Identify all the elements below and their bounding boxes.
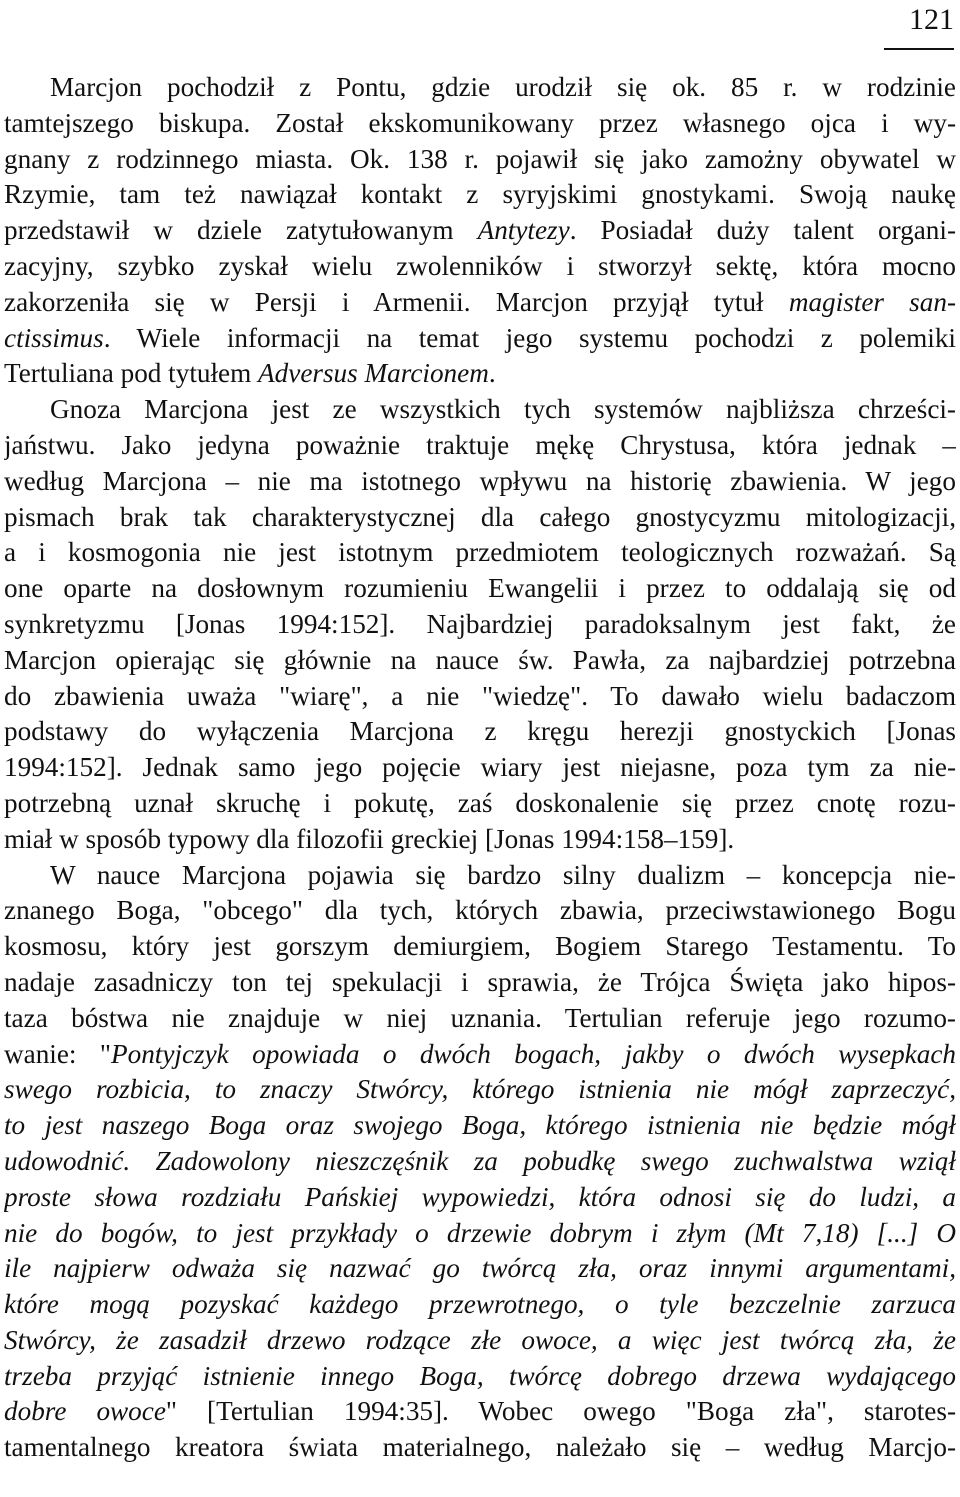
text-run: Marcjon opierając się głównie na nauce św. Pawła, za najbardziej potrzebna <box>4 644 956 675</box>
text-line <box>4 1037 956 1073</box>
text-run: do zbawienia uważa "wiarę", a nie "wiedzę". To dawało wielu badaczom <box>4 680 956 711</box>
text-line <box>4 750 956 786</box>
text-line <box>4 285 956 321</box>
text-line <box>4 965 956 1001</box>
text-run: . <box>488 358 496 389</box>
italic-text: Stwórcy, że zasadził drzewo rodzące złe owoce, a więc jest twórcą zła, że <box>4 1324 956 1355</box>
text-run: podstawy do wyłączenia Marcjona z kręgu herezji gnostyckich [Jonas <box>4 716 956 747</box>
text-line <box>4 1180 956 1216</box>
italic-text: dobre owoce <box>4 1396 166 1427</box>
italic-text: które mogą pozyskać każdego przewrotnego, o tyle bezczelnie zarzuca <box>4 1289 956 1320</box>
text-run: znanego Boga, "obcego" dla tych, których zbawia, przeciwstawionego Bogu <box>4 895 956 926</box>
text-run: przedstawił w dziele zatytułowanym <box>4 215 478 246</box>
text-run: Marcjon pochodził z Pontu, gdzie urodził się ok. 85 r. w rodzinie <box>50 72 956 102</box>
text-line <box>4 1394 956 1430</box>
text-run: taza bóstwa nie znajduje w niej uznania. Tertulian referuje jego rozumo- <box>4 1002 956 1033</box>
text-line <box>4 643 956 679</box>
text-run: Gnoza Marcjona jest ze wszystkich tych systemów najbliższa chrześci- <box>50 394 956 425</box>
text-run: . Wiele informacji na temat jego systemu pochodzi z polemiki <box>103 322 956 353</box>
italic-text: trzeba przyjąć istnienie innego Boga, twórcę dobrego drzewa wydającego <box>4 1360 956 1391</box>
text-line <box>4 70 956 106</box>
text-line <box>4 1323 956 1359</box>
text-line <box>4 392 956 428</box>
text-run: pismach brak tak charakterystycznej dla całego gnostycyzmu mitologizacji, <box>4 501 956 532</box>
text-line <box>4 571 956 607</box>
text-line <box>4 822 956 858</box>
text-run: a i kosmogonia nie jest istotnym przedmiotem teologicznych rozważań. Są <box>4 537 956 568</box>
text-run: . Posiadał duży talent organi- <box>569 215 956 246</box>
text-line <box>4 714 956 750</box>
text-run: W nauce Marcjona pojawia się bardzo silny dualizm – koncepcja nie- <box>50 859 956 890</box>
italic-text: udowodnić. Zadowolony nieszczęśnik za pobudkę swego zuchwalstwa wziął <box>4 1145 956 1176</box>
text-line <box>4 1001 956 1037</box>
text-run: nadaje zasadniczy ton tej spekulacji i sprawia, że Trójca Święta jako hipos- <box>4 966 956 997</box>
text-line <box>4 249 956 285</box>
text-run: synkretyzmu [Jonas 1994:152]. Najbardziej paradoksalnym jest fakt, że <box>4 608 956 639</box>
italic-text: to jest naszego Boga oraz swojego Boga, którego istnienia nie będzie mógł <box>4 1110 956 1141</box>
text-line <box>4 321 956 357</box>
text-run: 1994:152]. Jednak samo jego pojęcie wiary jest niejasne, poza tym za nie- <box>4 752 956 783</box>
text-line <box>4 428 956 464</box>
italic-text: ile najpierw odważa się nazwać go twórcą zła, oraz innymi argumentami, <box>4 1253 956 1284</box>
text-line <box>4 858 956 894</box>
body-text <box>4 70 956 1466</box>
italic-text: magister san- <box>788 286 956 317</box>
text-run: zakorzeniła się w Persji i Armenii. Marcjon przyjął tytuł <box>4 286 789 317</box>
text-run: gnany z rodzinnego miasta. Ok. 138 r. pojawił się jako zamożny obywatel w <box>4 143 956 174</box>
text-line <box>4 1108 956 1144</box>
text-run: jaństwu. Jako jedyna poważnie traktuje mękę Chrystusa, która jednak – <box>4 429 956 460</box>
text-run: według Marcjona – nie ma istotnego wpływu na historię zbawienia. W jego <box>4 465 956 496</box>
italic-text: Adversus Marcionem <box>258 358 489 389</box>
text-line <box>4 786 956 822</box>
text-line <box>4 1144 956 1180</box>
text-line <box>4 1430 956 1466</box>
text-run: potrzebną uznał skruchę i pokutę, zaś doskonalenie się przez cnotę rozu- <box>4 787 956 818</box>
text-run: one oparte na dosłownym rozumieniu Ewangelii i przez to oddalają się od <box>4 573 956 604</box>
header-rule <box>884 48 954 50</box>
text-run: tamtejszego biskupa. Został ekskomunikowany przez własnego ojca i wy- <box>4 107 956 138</box>
text-line <box>4 106 956 142</box>
text-line <box>4 356 956 392</box>
text-line <box>4 213 956 249</box>
text-line <box>4 535 956 571</box>
italic-text: Pontyjczyk opowiada o dwóch bogach, jakby o dwóch wysepkach <box>111 1038 956 1069</box>
text-line <box>4 177 956 213</box>
text-line <box>4 500 956 536</box>
text-line <box>4 1287 956 1323</box>
text-run: Tertuliana pod tytułem <box>4 358 259 389</box>
text-run: wanie: " <box>4 1038 111 1069</box>
italic-text: swego rozbicia, to znaczy Stwórcy, którego istnienia nie mógł zaprzeczyć, <box>4 1074 956 1105</box>
text-run: Rzymie, tam też nawiązał kontakt z syryjskimi gnostykami. Swoją naukę <box>4 179 956 210</box>
text-run: kosmosu, który jest gorszym demiurgiem, Bogiem Starego Testamentu. To <box>4 931 956 962</box>
page-number: 121 <box>909 3 954 36</box>
italic-text: Antytezy <box>477 215 570 246</box>
text-run: " [Tertulian 1994:35]. Wobec owego "Boga zła", starotes- <box>165 1396 956 1427</box>
text-line <box>4 893 956 929</box>
text-run: zacyjny, szybko zyskał wielu zwolenników i stworzył sektę, która mocno <box>4 250 956 281</box>
text-line <box>4 142 956 178</box>
text-run: miał w sposób typowy dla filozofii greckiej [Jonas 1994:158–159]. <box>4 823 735 854</box>
text-line <box>4 607 956 643</box>
text-line <box>4 929 956 965</box>
text-line <box>4 1216 956 1252</box>
text-line <box>4 1359 956 1395</box>
text-line <box>4 464 956 500</box>
italic-text: proste słowa rozdziału Pańskiej wypowiedzi, która odnosi się do ludzi, a <box>4 1181 956 1212</box>
text-line <box>4 1072 956 1108</box>
text-run: tamentalnego kreatora świata materialnego, należało się – według Marcjo- <box>4 1432 956 1463</box>
italic-text: ctissimus <box>4 322 104 353</box>
text-line <box>4 679 956 715</box>
italic-text: nie do bogów, to jest przykłady o drzewie dobrym i złym (Mt 7,18) [...] O <box>4 1217 956 1248</box>
text-line <box>4 1251 956 1287</box>
